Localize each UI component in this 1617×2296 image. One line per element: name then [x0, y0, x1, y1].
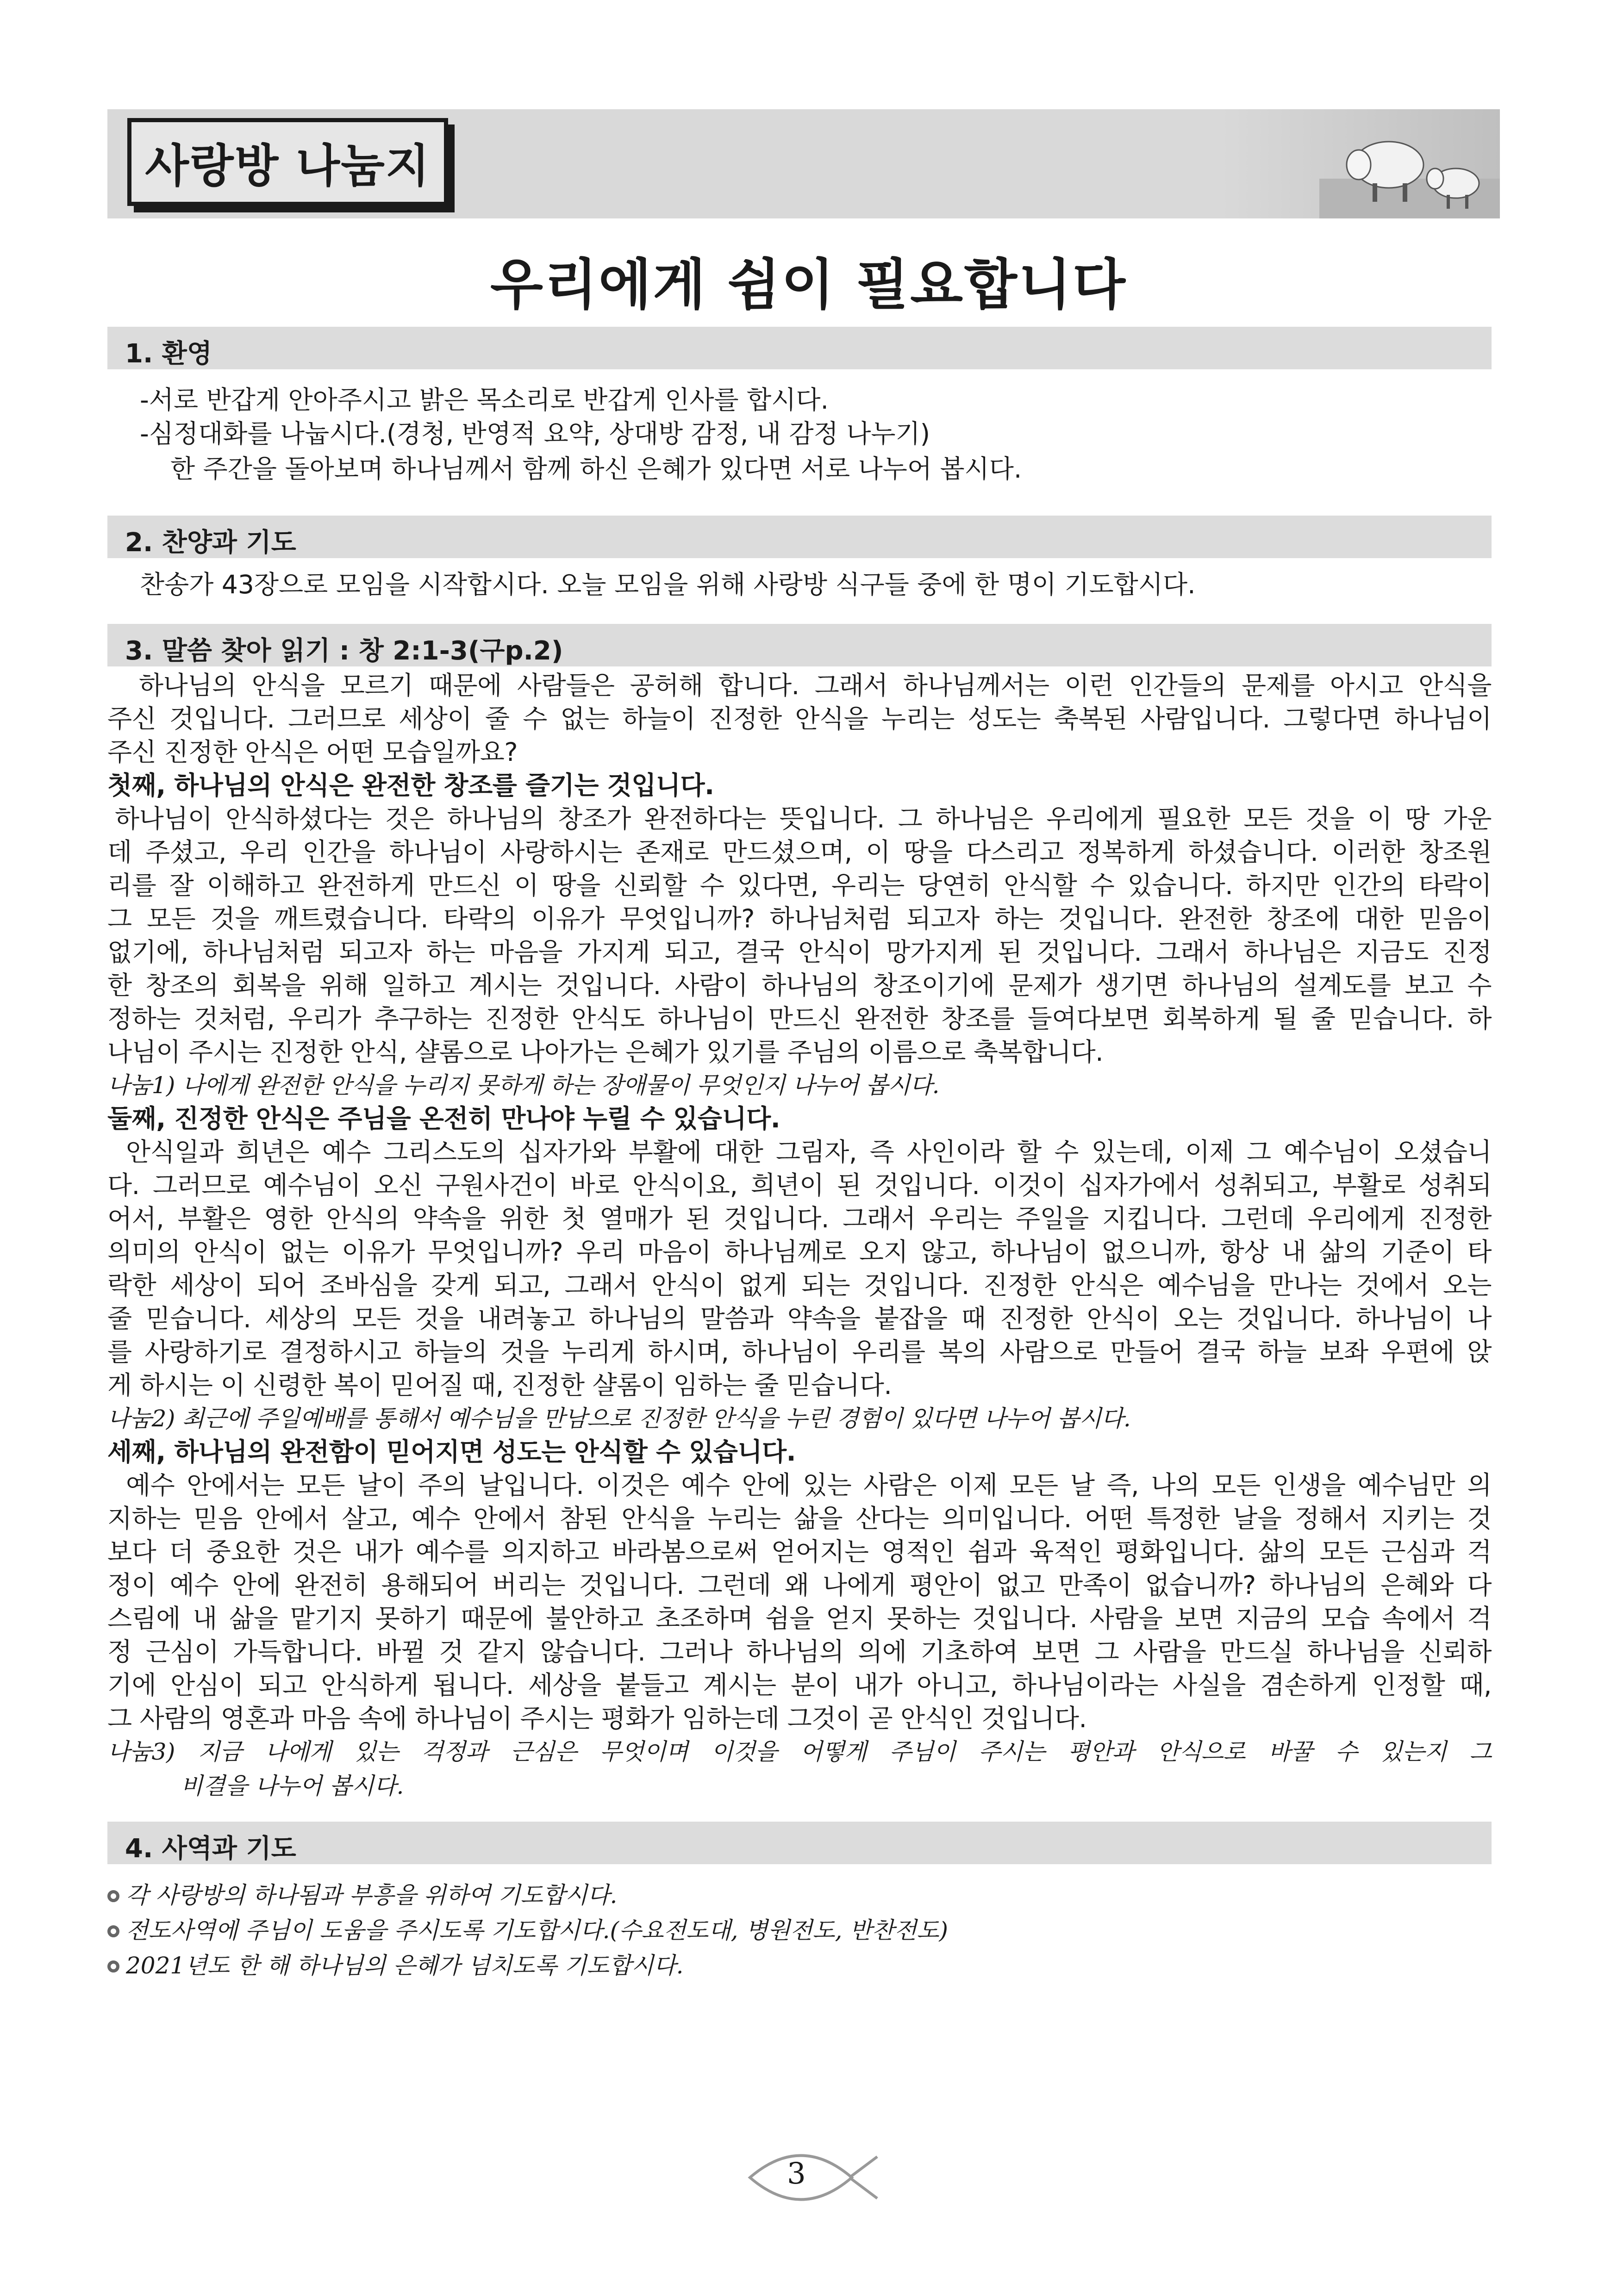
subheading-third: 세째, 하나님의 완전함이 믿어지면 성도는 안식할 수 있습니다. — [107, 1437, 796, 1467]
fish-icon — [745, 2143, 880, 2212]
section-header-scripture — [107, 624, 1492, 666]
subheading-second: 둘째, 진정한 안식은 주님을 온전히 만나야 누릴 수 있습니다. — [107, 1104, 780, 1133]
page-number: 3 — [787, 2157, 806, 2191]
text-line: 어서, 부활은 영한 안식의 약속을 위한 첫 열매가 된 것입니다. 그래서 우리는 주일을 지킵니다. 그런데 우리에게 진정한 — [107, 1204, 1492, 1233]
sharing-question-3: 나눔3) 지금 나에게 있는 걱정과 근심은 무엇이며 이것을 어떻게 주님이 주시는 평안과 안식으로 바꿀 수 있는지 그 — [107, 1738, 1492, 1765]
sheep-illustration — [1319, 109, 1500, 218]
page-title: 우리에게 쉼이 필요합니다 — [490, 253, 1127, 317]
text-line: 찬송가 43장으로 모임을 시작합시다. 오늘 모임을 위해 사랑방 식구들 중에 한 명이 기도합시다. — [140, 570, 1196, 599]
sharing-question-1: 나눔1) 나에게 완전한 안식을 누리지 못하게 하는 장애물이 무엇인지 나누어 봅시다. — [107, 1072, 940, 1099]
text-line: 그 모든 것을 깨트렸습니다. 타락의 이유가 무엇입니까? 하나님처럼 되고자 하는 것입니다. 완전한 창조에 대한 믿음이 — [107, 904, 1492, 933]
text-line: 한 주간을 돌아보며 하나님께서 함께 하신 은혜가 있다면 서로 나누어 봅시다. — [170, 454, 1022, 484]
text-line: 지하는 믿음 안에서 살고, 예수 안에서 참된 안식을 누리는 삶을 산다는 의미입니다. 어떤 특정한 날을 정해서 지키는 것 — [107, 1504, 1492, 1533]
section-header-welcome — [107, 327, 1492, 369]
text-line: 의미의 안식이 없는 이유가 무엇입니까? 우리 마음이 하나님께로 오지 않고, 하나님이 없으니까, 항상 내 삶의 기준이 타 — [107, 1237, 1492, 1267]
section-heading: 3. 말씀 찾아 읽기 : 창 2:1-3(구p.2) — [125, 636, 563, 666]
sharing-question-2: 나눔2) 최근에 주일예배를 통해서 예수님을 만남으로 진정한 안식을 누린 경험이 있다면 나누어 봅시다. — [107, 1405, 1131, 1432]
text-line: 하나님이 안식하셨다는 것은 하나님의 창조가 완전하다는 뜻입니다. 그 하나님은 우리에게 필요한 모든 것을 이 땅 가운 — [115, 804, 1492, 834]
text-line: 다. 그러므로 예수님이 오신 구원사건이 바로 안식이요, 희년이 된 것입니다. 이것이 십자가에서 성취되고, 부활로 성취되 — [107, 1170, 1492, 1200]
prayer-item: 각 사랑방의 하나됨과 부흥을 위하여 기도합시다. — [107, 1880, 617, 1910]
bullet-icon — [107, 1890, 119, 1902]
text-line: 주신 진정한 안식은 어떤 모습일까요? — [107, 737, 518, 767]
text-line: 나님이 주시는 진정한 안식, 샬롬으로 나아가는 은혜가 있기를 주님의 이름으로 축복합니다. — [107, 1037, 1104, 1067]
text-line: 주신 것입니다. 그러므로 세상이 줄 수 없는 하늘이 진정한 안식을 누리는 성도는 축복된 사람입니다. 그렇다면 하나님이 — [107, 704, 1492, 734]
sharing-question-3-cont: 비결을 나누어 봅시다. — [181, 1773, 404, 1799]
prayer-item: 2021년도 한 해 하나님의 은혜가 넘치도록 기도합시다. — [107, 1950, 684, 1981]
text-line: 한 창조의 회복을 위해 일하고 계시는 것입니다. 사람이 하나님의 창조이기에 문제가 생기면 하나님의 설계도를 보고 수 — [107, 971, 1492, 1000]
text-line: 를 사랑하기로 결정하시고 하늘의 것을 누리게 하시며, 하나님이 우리를 복의 사람으로 만들어 결국 하늘 보좌 우편에 앉 — [107, 1337, 1492, 1367]
section-heading: 1. 환영 — [125, 339, 212, 369]
text-line: 없기에, 하나님처럼 되고자 하는 마음을 가지게 되고, 결국 안식이 망가지게 된 것입니다. 그래서 하나님은 지금도 진정 — [107, 937, 1492, 967]
prayer-item: 전도사역에 주님이 도움을 주시도록 기도합시다.(수요전도대, 병원전도, 반찬전도) — [107, 1915, 948, 1946]
section-header-ministry — [107, 1822, 1492, 1864]
text-line: 스림에 내 삶을 맡기지 못하기 때문에 불안하고 초조하며 쉼을 얻지 못하는 것입니다. 사람을 보면 지금의 모습 속에서 걱 — [107, 1604, 1492, 1633]
section-heading: 2. 찬양과 기도 — [125, 528, 296, 558]
text-line: 리를 잘 이해하고 완전하게 만드신 이 땅을 신뢰할 수 있다면, 우리는 당연히 안식할 수 있습니다. 하지만 인간의 타락이 — [107, 871, 1492, 900]
text-line: 데 주셨고, 우리 인간을 하나님이 사랑하시는 존재로 만드셨으며, 이 땅을 다스리고 정복하게 하셨습니다. 이러한 창조원 — [107, 837, 1492, 867]
text-line: -심정대화를 나눕시다.(경청, 반영적 요약, 상대방 감정, 내 감정 나누기) — [140, 419, 930, 448]
section-heading: 4. 사역과 기도 — [125, 1834, 296, 1864]
text-line: 게 하시는 이 신령한 복이 믿어질 때, 진정한 샬롬이 임하는 줄 믿습니다. — [107, 1370, 892, 1400]
subheading-first: 첫째, 하나님의 안식은 완전한 창조를 즐기는 것입니다. — [107, 771, 714, 800]
text-line: 정이 예수 안에 완전히 용해되어 버리는 것입니다. 그런데 왜 나에게 평안이 없고 만족이 없습니까? 하나님의 은혜와 다 — [107, 1570, 1492, 1600]
text-line: -서로 반갑게 안아주시고 밝은 목소리로 반갑게 인사를 합시다. — [140, 385, 829, 415]
text-line: 기에 안심이 되고 안식하게 됩니다. 세상을 붙들고 계시는 분이 내가 아니고, 하나님이라는 사실을 겸손하게 인정할 때, — [107, 1670, 1492, 1700]
text-line: 예수 안에서는 모든 날이 주의 날입니다. 이것은 예수 안에 있는 사람은 이제 모든 날 즉, 나의 모든 인생을 예수님만 의 — [126, 1470, 1492, 1500]
bullet-icon — [107, 1960, 119, 1972]
text-line: 보다 더 중요한 것은 내가 예수를 의지하고 바라봄으로써 얻어지는 영적인 쉼과 육적인 평화입니다. 삶의 모든 근심과 걱 — [107, 1537, 1492, 1567]
section-tag-label: 사랑방 나눔지 — [145, 139, 431, 193]
text-line: 하나님의 안식을 모르기 때문에 사람들은 공허해 합니다. 그래서 하나님께서는 이런 인간들의 문제를 아시고 안식을 — [139, 671, 1492, 700]
bullet-icon — [107, 1925, 119, 1937]
text-line: 락한 세상이 되어 조바심을 갖게 되고, 그래서 안식이 없게 되는 것입니다. 진정한 안식은 예수님을 만나는 것에서 오는 — [107, 1270, 1492, 1300]
text-line: 그 사람의 영혼과 마음 속에 하나님이 주시는 평화가 임하는데 그것이 곧 안식인 것입니다. — [107, 1704, 1087, 1733]
text-line: 정 근심이 가득합니다. 바뀔 것 같지 않습니다. 그러나 하나님의 의에 기초하여 보면 그 사람을 만드실 하나님을 신뢰하 — [107, 1637, 1492, 1667]
text-line: 정하는 것처럼, 우리가 추구하는 진정한 안식도 하나님이 만드신 완전한 창조를 들여다보면 회복하게 될 줄 믿습니다. 하 — [107, 1004, 1492, 1033]
section-header-praise — [107, 516, 1492, 558]
text-line: 줄 믿습니다. 세상의 모든 것을 내려놓고 하나님의 말씀과 약속을 붙잡을 때 진정한 안식이 오는 것입니다. 하나님이 나 — [107, 1304, 1492, 1333]
section-tag — [127, 118, 448, 206]
text-line: 안식일과 희년은 예수 그리스도의 십자가와 부활에 대한 그림자, 즉 사인이라 할 수 있는데, 이제 그 예수님이 오셨습니 — [126, 1137, 1492, 1167]
